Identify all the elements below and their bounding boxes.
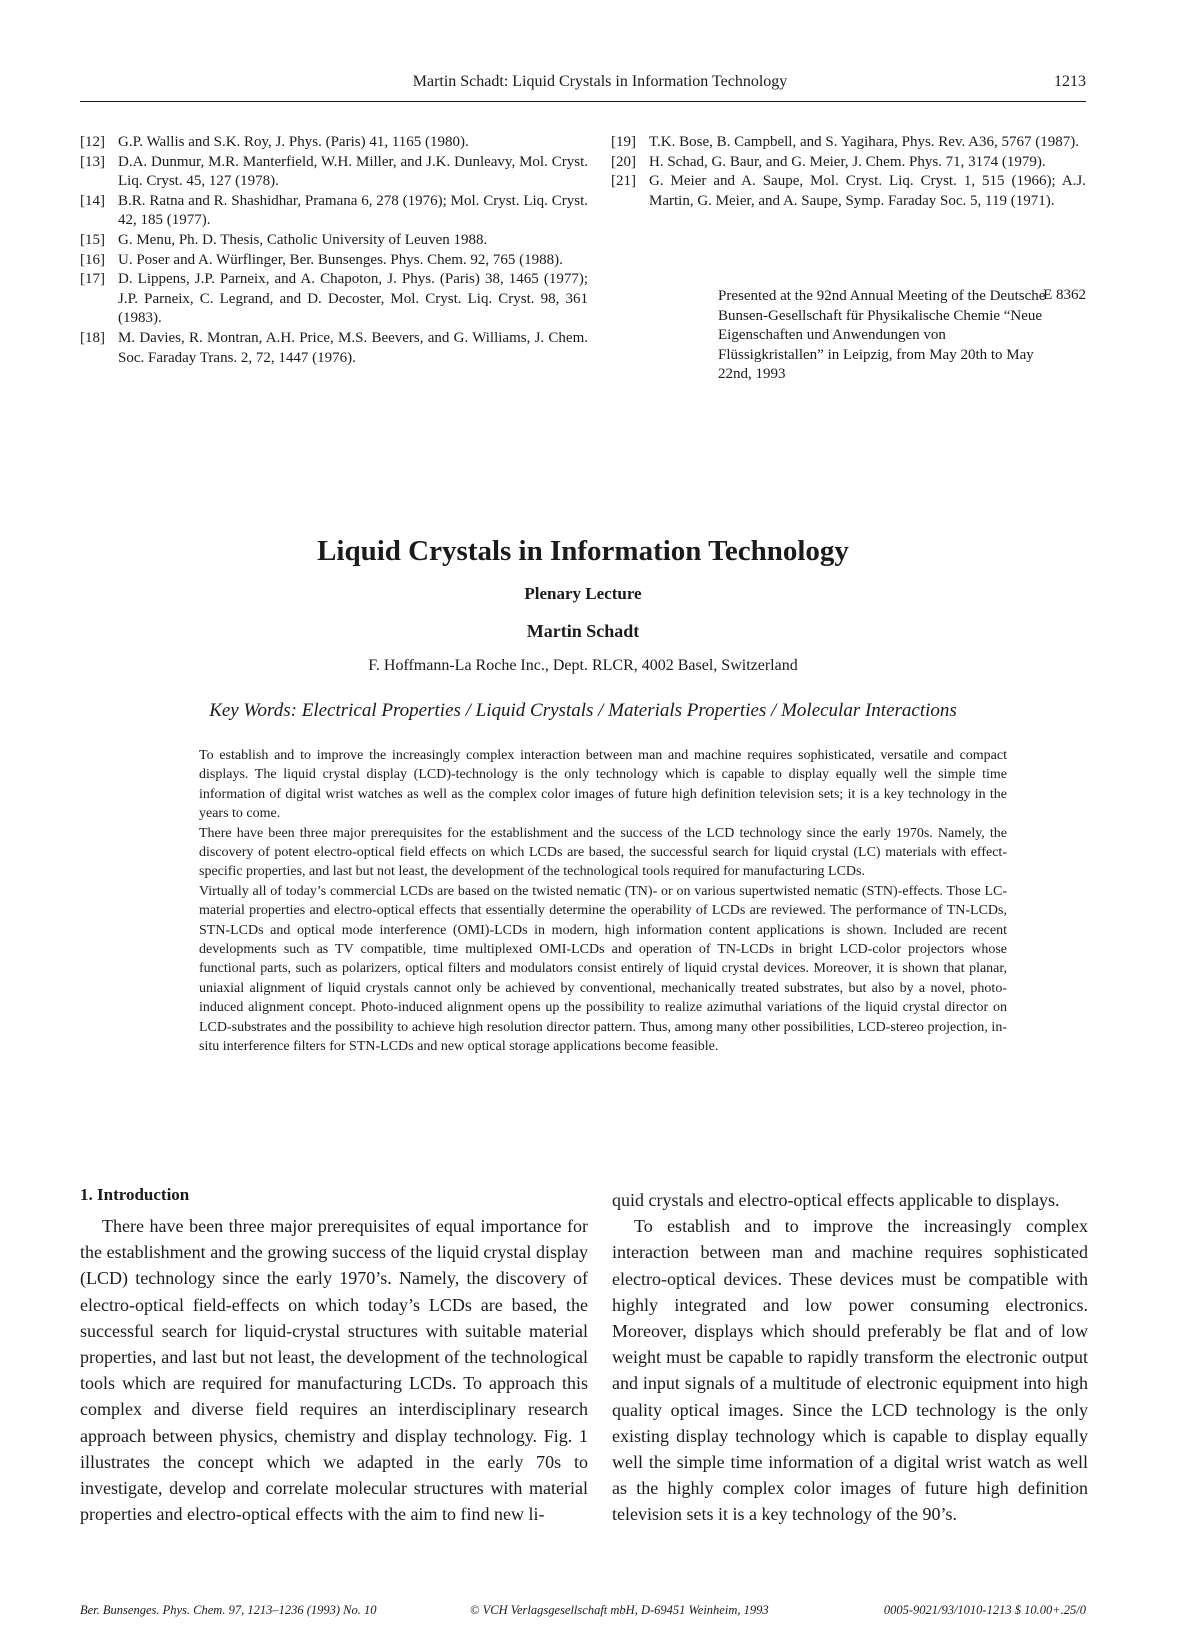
references-left-column <box>80 133 588 368</box>
reference-text: G.P. Wallis and S.K. Roy, J. Phys. (Paris) 41, 1165 (1980). <box>118 134 469 150</box>
reference-item <box>80 192 588 231</box>
reference-item <box>80 251 588 271</box>
reference-text: D. Lippens, J.P. Parneix, and A. Chapoton, J. Phys. (Paris) 38, 1465 (1977); J.P. Parneix, C. Legrand, and D. Decoster, Mol. Cryst. Liq. Cryst. 98, 361 (1983). <box>118 271 588 327</box>
reference-text: G. Meier and A. Saupe, Mol. Cryst. Liq. Cryst. 1, 515 (1966); A.J. Martin, G. Meier, and A. Saupe, Symp. Faraday Soc. 5, 119 (1971). <box>649 173 1086 209</box>
abstract <box>199 746 1007 1057</box>
reference-number: [16] <box>80 251 105 268</box>
author-affiliation: F. Hoffmann-La Roche Inc., Dept. RLCR, 4002 Basel, Switzerland <box>368 657 798 674</box>
abstract-paragraph: Virtually all of today’s commercial LCDs are based on the twisted nematic (TN)- or on various supertwisted nematic (STN)-effects. Those LC-material properties and electro-optical effects that essentially determine the operability of LCDs are reviewed. The performance of TN-LCDs, STN-LCDs and optical mode interference (OMI)-LCDs in modern, high information content applications is shown. Included are recent developments such as TV compatible, time multiplexed OMI-LCDs and operation of TN-LCDs in bright LCD-color projectors whose functional parts, such as polarizers, optical filters and modulators consist entirely of liquid crystal devices. Moreover, it is shown that planar, uniaxial alignment of liquid crystals cannot only be achieved by conventional, mechanically treated substrates, but also by a novel, photo-induced alignment concept. Photo-induced alignment opens up the possibility to realize azimuthal variations of the liquid crystal director on LCD-substrates and the possibility to achieve high resolution director pattern. Thus, among many other possibilities, LCD-stereo projection, in-situ interference filters for STN-LCDs and new optical storage applications become feasible. <box>199 883 1007 1055</box>
page-number: 1213 <box>1054 73 1086 90</box>
references-right-column <box>611 133 1086 211</box>
body-paragraph: To establish and to improve the increasingly complex interaction between man and machine requires sophisticated electro-optical devices. These devices must be compatible with highly integrated and low power consuming electronics. Moreover, displays which should preferably be flat and of low weight must be capable to rapidly transform the electronic output and input signals of a multitude of electronic equipment into high quality optical images. Since the LCD technology is the only existing display technology which is capable to display equally well the simple time information of a digital wrist watch as well as the highly complex color images of future high definition television sets it is a key technology of the 90’s. <box>612 1216 1088 1525</box>
footer-journal: Ber. Bunsenges. Phys. Chem. 97, 1213–1236 (1993) No. 10 <box>80 1603 377 1617</box>
author-name: Martin Schadt <box>526 621 640 641</box>
reference-text: H. Schad, G. Baur, and G. Meier, J. Chem. Phys. 71, 3174 (1979). <box>649 153 1046 170</box>
header-rule <box>80 101 1086 102</box>
reference-item <box>80 329 588 368</box>
reference-text: U. Poser and A. Würflinger, Ber. Bunsenges. Phys. Chem. 92, 765 (1988). <box>118 251 563 268</box>
reference-number: [17] <box>80 271 105 288</box>
reference-number: [15] <box>80 231 105 248</box>
presentation-note: Presented at the 92nd Annual Meeting of the Deutsche Bunsen-Gesellschaft für Physikalische Chemie “Neue Eigenschaften und Anwendungen von Flüssigkristallen” in Leipzig, from May 20th to May 22nd, 1993 <box>718 288 1046 383</box>
body-paragraph-continuation: quid crystals and electro-optical effects applicable to displays. <box>612 1190 1060 1210</box>
body-paragraph: There have been three major prerequisites of equal importance for the establishment and the growing success of the liquid crystal display (LCD) technology since the early 1970’s. Namely, the discovery of electro-optical field-effects on which today’s LCDs are based, the successful search for liquid-crystal structures with suitable material properties, and last but not least, the development of the technological tools which are required for manufacturing LCDs. To approach this complex and diverse field requires an interdisciplinary research approach between physics, chemistry and display technology. Fig. 1 illustrates the concept which we adapted in the early 70s to investigate, develop and correlate molecular structures with material properties and electro-optical effects with the aim to find new li- <box>80 1216 588 1525</box>
keywords: Key Words: Electrical Properties / Liquid Crystals / Materials Properties / Molecular Interactions <box>209 700 957 721</box>
reference-number: [14] <box>80 192 105 209</box>
reference-item <box>80 133 588 153</box>
reference-text: T.K. Bose, B. Campbell, and S. Yagihara, Phys. Rev. A36, 5767 (1987). <box>649 134 1079 150</box>
section-heading: 1. Introduction <box>80 1185 190 1204</box>
footer-publisher: © VCH Verlagsgesellschaft mbH, D-69451 Weinheim, 1993 <box>470 1603 769 1617</box>
reference-item <box>80 270 588 329</box>
reference-text: D.A. Dunmur, M.R. Manterfield, W.H. Miller, and J.K. Dunleavy, Mol. Cryst. Liq. Cryst. 45, 127 (1978). <box>118 153 588 190</box>
reference-item <box>611 153 1086 173</box>
reference-number: [21] <box>611 173 636 190</box>
reference-number: [13] <box>80 153 105 170</box>
reference-item <box>80 231 588 251</box>
article-subtitle: Plenary Lecture <box>524 584 642 603</box>
body-column-right <box>612 1187 1088 1528</box>
reference-number: [18] <box>80 329 105 346</box>
paper-code: E 8362 <box>1043 287 1086 303</box>
footer-issn: 0005-9021/93/1010-1213 $ 10.00+.25/0 <box>883 1603 1086 1617</box>
running-header-title: Martin Schadt: Liquid Crystals in Information Technology <box>412 73 788 90</box>
abstract-paragraph: There have been three major prerequisites for the establishment and the success of the LCD technology since the early 1970s. Namely, the discovery of potent electro-optical field effects on which LCDs are based, the successful search for liquid crystal (LC) materials with effect-specific properties, and last but not least, the development of the technological tools required for manufacturing LCDs. <box>199 825 1007 880</box>
reference-number: [19] <box>611 134 636 150</box>
body-column-left <box>80 1213 588 1527</box>
reference-text: M. Davies, R. Montran, A.H. Price, M.S. Beevers, and G. Williams, J. Chem. Soc. Faraday Trans. 2, 72, 1447 (1976). <box>118 329 588 366</box>
reference-text: G. Menu, Ph. D. Thesis, Catholic University of Leuven 1988. <box>118 231 488 248</box>
reference-item <box>611 133 1086 153</box>
abstract-paragraph: To establish and to improve the increasingly complex interaction between man and machine requires sophisticated, versatile and compact displays. The liquid crystal display (LCD)-technology is the only technology which is capable to display equally well the simple time information of digital wrist watches as well as the complex color images of future high definition television sets; it is a key technology in the years to come. <box>199 748 1007 822</box>
article-title: Liquid Crystals in Information Technology <box>317 535 849 567</box>
reference-item <box>611 172 1086 211</box>
reference-text: B.R. Ratna and R. Shashidhar, Pramana 6, 278 (1976); Mol. Cryst. Liq. Cryst. 42, 185 (1977). <box>118 192 588 229</box>
reference-number: [12] <box>80 134 105 150</box>
reference-number: [20] <box>611 153 636 170</box>
reference-item <box>80 153 588 192</box>
